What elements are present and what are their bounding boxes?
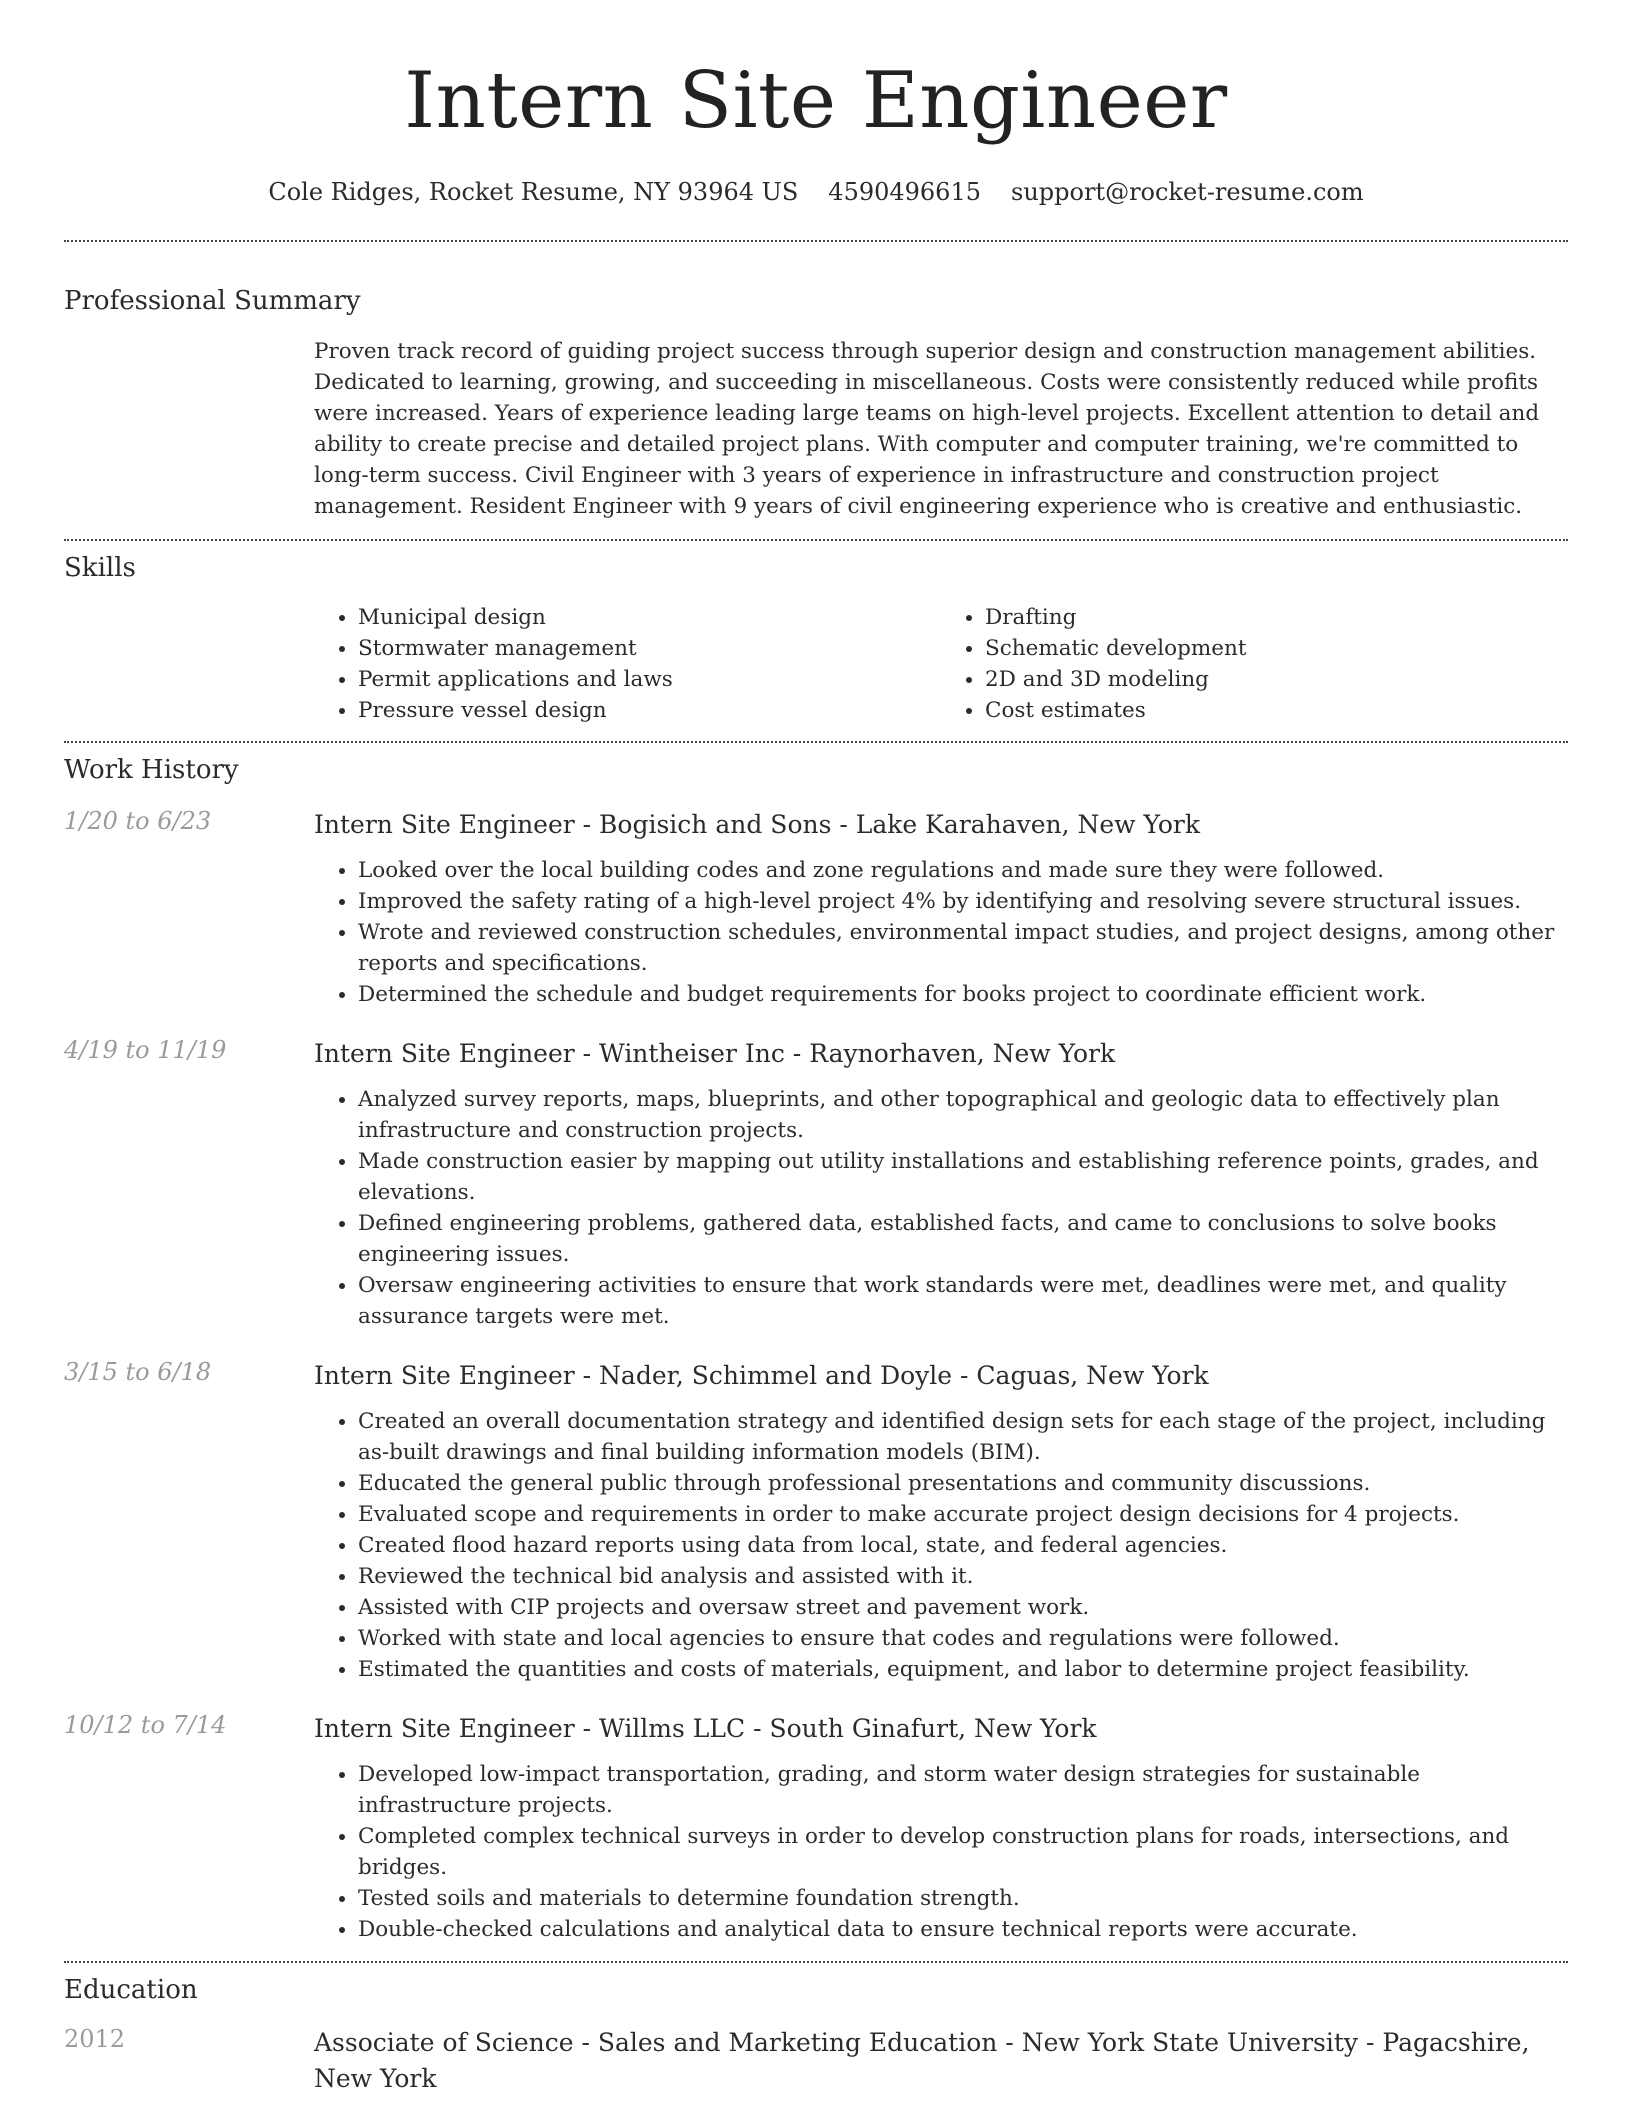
list-item: • Created an overall documentation strategy and identified design sets for each stage of the project, including as-built drawings and final building information models (BIM). bbox=[358, 1406, 1568, 1468]
job-title: Intern Site Engineer - Nader, Schimmel and Doyle - Caguas, New York bbox=[314, 1361, 1209, 1390]
list-item: • Made construction easier by mapping out utility installations and establishing reference points, grades, and elevations. bbox=[358, 1146, 1568, 1208]
skill-item: • Drafting bbox=[985, 602, 1568, 633]
section-title-work: Work History bbox=[64, 755, 239, 785]
contact-email: support@rocket-resume.com bbox=[1011, 178, 1364, 206]
job-entry bbox=[64, 1711, 1568, 1945]
job-date: 10/12 to 7/14 bbox=[64, 1711, 227, 1739]
summary-block bbox=[314, 336, 1568, 522]
list-item: • Defined engineering problems, gathered data, established facts, and came to conclusions to solve books engineering issues. bbox=[358, 1208, 1568, 1270]
job-date: 3/15 to 6/18 bbox=[64, 1358, 212, 1386]
section-title-skills: Skills bbox=[64, 553, 136, 583]
section-title-education: Education bbox=[64, 1975, 198, 2005]
skill-item: • Permit applications and laws bbox=[358, 664, 941, 695]
skill-item: • Pressure vessel design bbox=[358, 695, 941, 726]
job-bullets bbox=[314, 1406, 1568, 1685]
list-item: • Reviewed the technical bid analysis and assisted with it. bbox=[358, 1561, 1568, 1592]
contact-phone: 4590496615 bbox=[828, 178, 981, 206]
list-item: • Analyzed survey reports, maps, blueprints, and other topographical and geologic data to effectively plan infrastructure and construction projects. bbox=[358, 1084, 1568, 1146]
list-item: • Tested soils and materials to determine foundation strength. bbox=[358, 1883, 1568, 1914]
contact-line bbox=[64, 178, 1568, 206]
job-title: Intern Site Engineer - Willms LLC - South Ginafurt, New York bbox=[314, 1714, 1097, 1743]
skill-item: • Municipal design bbox=[358, 602, 941, 633]
list-item: • Improved the safety rating of a high-level project 4% by identifying and resolving severe structural issues. bbox=[358, 886, 1568, 917]
divider bbox=[64, 1961, 1568, 1963]
job-entry bbox=[64, 1036, 1568, 1332]
list-item: • Oversaw engineering activities to ensure that work standards were met, deadlines were met, and quality assurance targets were met. bbox=[358, 1270, 1568, 1332]
resume-name: Intern Site Engineer bbox=[404, 56, 1228, 146]
list-item: • Created flood hazard reports using data from local, state, and federal agencies. bbox=[358, 1530, 1568, 1561]
skills-list bbox=[314, 602, 1568, 726]
list-item: • Double-checked calculations and analytical data to ensure technical reports were accurate. bbox=[358, 1914, 1568, 1945]
job-entry bbox=[64, 807, 1568, 1010]
list-item: • Worked with state and local agencies to ensure that codes and regulations were followed. bbox=[358, 1623, 1568, 1654]
job-bullets bbox=[314, 855, 1568, 1010]
job-date: 4/19 to 11/19 bbox=[64, 1036, 227, 1064]
job-entry bbox=[64, 1358, 1568, 1685]
skills-column-left bbox=[314, 602, 941, 726]
contact-address: Cole Ridges, Rocket Resume, NY 93964 US bbox=[268, 178, 799, 206]
list-item: • Looked over the local building codes and zone regulations and made sure they were followed. bbox=[358, 855, 1568, 886]
skill-item: • Cost estimates bbox=[985, 695, 1568, 726]
job-bullets bbox=[314, 1084, 1568, 1332]
skill-item: • Schematic development bbox=[985, 633, 1568, 664]
education-title: Associate of Science - Sales and Marketing Education - New York State University - Pagacshire, New York bbox=[314, 2028, 1530, 2093]
list-item: • Developed low-impact transportation, grading, and storm water design strategies for sustainable infrastructure projects. bbox=[358, 1759, 1568, 1821]
education-entry bbox=[64, 2025, 1568, 2097]
job-date: 1/20 to 6/23 bbox=[64, 807, 212, 835]
job-title: Intern Site Engineer - Bogisich and Sons - Lake Karahaven, New York bbox=[314, 810, 1201, 839]
list-item: • Estimated the quantities and costs of materials, equipment, and labor to determine project feasibility. bbox=[358, 1654, 1568, 1685]
section-title-summary: Professional Summary bbox=[64, 286, 361, 316]
list-item: • Educated the general public through professional presentations and community discussions. bbox=[358, 1468, 1568, 1499]
list-item: • Determined the schedule and budget requirements for books project to coordinate efficient work. bbox=[358, 979, 1568, 1010]
job-title: Intern Site Engineer - Wintheiser Inc - Raynorhaven, New York bbox=[314, 1039, 1116, 1068]
resume-page bbox=[64, 0, 1568, 2097]
list-item: • Completed complex technical surveys in order to develop construction plans for roads, intersections, and bridges. bbox=[358, 1821, 1568, 1883]
summary-text: Proven track record of guiding project success through superior design and construction management abilities. Dedicated to learning, growing, and succeeding in miscellaneous. Costs were consistently reduced while profits were increased. Years of experience leading large teams on high-level projects. Excellent attention to detail and ability to create precise and detailed project plans. With computer and computer training, we're committed to long-term success. Civil Engineer with 3 years of experience in infrastructure and construction project management. Resident Engineer with 9 years of civil engineering experience who is creative and enthusiastic. bbox=[314, 339, 1540, 519]
divider bbox=[64, 539, 1568, 541]
skill-item: • Stormwater management bbox=[358, 633, 941, 664]
divider bbox=[64, 240, 1568, 242]
job-bullets bbox=[314, 1759, 1568, 1945]
list-item: • Assisted with CIP projects and oversaw street and pavement work. bbox=[358, 1592, 1568, 1623]
skill-item: • 2D and 3D modeling bbox=[985, 664, 1568, 695]
list-item: • Wrote and reviewed construction schedules, environmental impact studies, and project designs, among other reports and specifications. bbox=[358, 917, 1568, 979]
divider bbox=[64, 741, 1568, 743]
skills-column-right bbox=[941, 602, 1568, 726]
list-item: • Evaluated scope and requirements in order to make accurate project design decisions for 4 projects. bbox=[358, 1499, 1568, 1530]
education-date: 2012 bbox=[64, 2025, 126, 2053]
